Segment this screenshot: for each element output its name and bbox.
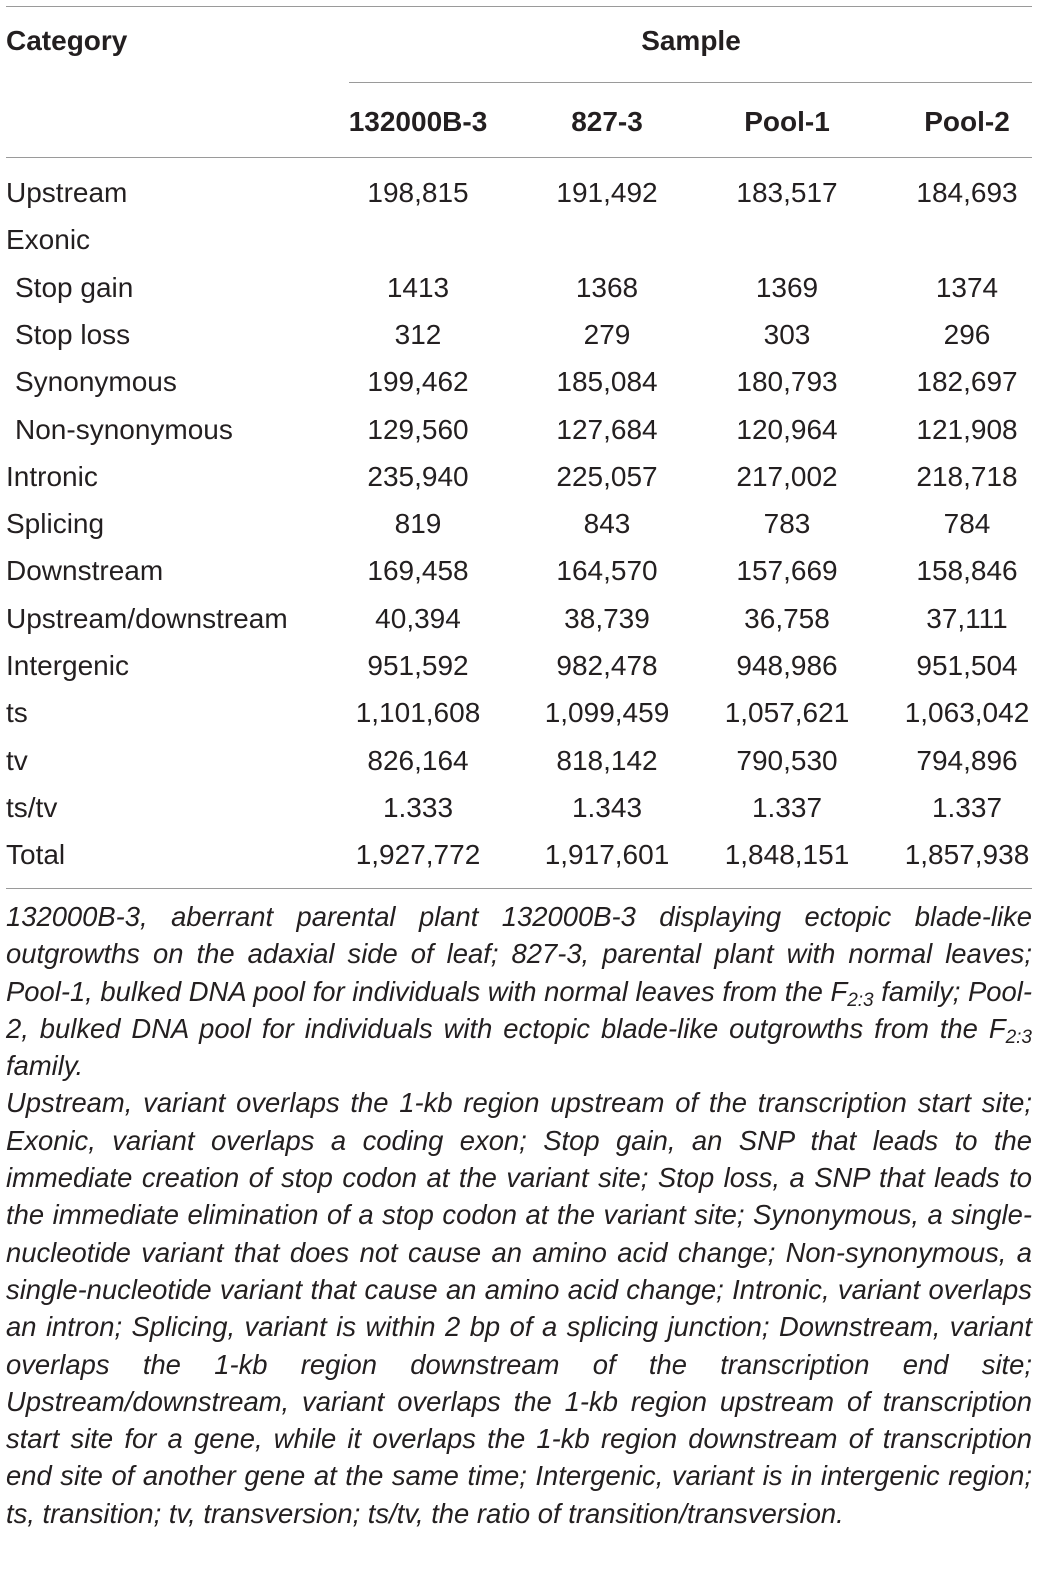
column-header-2: 827-3 <box>571 106 643 137</box>
table-cell: 235,940 <box>367 460 469 492</box>
table-cell: 164,570 <box>556 555 658 587</box>
table-cell: 40,394 <box>375 602 461 634</box>
table-cell: 1.333 <box>382 791 454 823</box>
row-label: Intronic <box>6 460 98 492</box>
column-header-3: Pool-1 <box>744 106 830 137</box>
row-label: Upstream/downstream <box>6 602 288 634</box>
table-cell: 312 <box>394 318 442 350</box>
table-cell: 783 <box>763 508 811 540</box>
bottom-rule <box>6 888 1032 889</box>
table-cell: 951,592 <box>367 650 469 681</box>
table-cell: 199,462 <box>367 366 469 398</box>
top-rule <box>6 6 1032 7</box>
row-label: Total <box>6 839 66 871</box>
row-label: ts <box>6 697 28 729</box>
table-cell: 1.343 <box>571 791 643 823</box>
table-cell: 1413 <box>386 271 450 303</box>
table-cell: 37,111 <box>926 602 1008 634</box>
column-header-4: Pool-2 <box>924 106 1010 137</box>
table-cell: 1,848,151 <box>724 839 850 871</box>
row-label: Synonymous <box>15 366 177 398</box>
sample-header: Sample <box>641 25 741 56</box>
table-cell: 1.337 <box>931 791 1003 823</box>
table-cell: 120,964 <box>736 413 838 445</box>
table-cell: 784 <box>943 508 991 540</box>
footnote-categories: Upstream, variant overlaps the 1-kb region upstream of the transcription start site; Exonic, variant overlaps a coding exon; Stop gain, an SNP that leads to the immediate creation of stop codon at the variant site; Stop loss, a SNP that leads to the immediate elimination of a stop codon at the variant site; Synonymous, a single-nucleotide variant that does not cause an amino acid change; Non-synonymous, a single-nucleotide variant that cause an amino acid change; Intronic, variant overlaps an intron; Splicing, variant is within 2 bp of a splicing junction; Downstream, variant overlaps the 1-kb region downstream of the transcription end site; Upstream/downstream, variant overlaps the 1-kb region upstream of transcription start site for a gene, while it overlaps the 1-kb region downstream of transcription end site of another gene at the same time; Intergenic, variant is in intergenic region; ts, transition; tv, transversion; ts/tv, the ratio of transition/transversion. <box>6 1087 1032 1529</box>
table-cell: 1,057,621 <box>724 697 850 729</box>
table-cell: 129,560 <box>367 413 469 445</box>
table-cell: 826,164 <box>367 744 469 776</box>
table-footnotes <box>6 898 1032 1532</box>
table-cell: 951,504 <box>916 650 1018 681</box>
sample-rule <box>349 82 1032 83</box>
table-cell: 1,927,772 <box>355 839 481 871</box>
table-cell: 169,458 <box>367 555 469 587</box>
table-cell: 843 <box>583 508 631 540</box>
table-cell: 948,986 <box>736 650 838 681</box>
row-label: Splicing <box>6 508 105 540</box>
category-header: Category <box>6 25 128 56</box>
row-label: Downstream <box>6 555 164 587</box>
table-cell: 225,057 <box>556 460 658 492</box>
row-label: Stop loss <box>15 318 131 350</box>
header-rule <box>6 157 1032 158</box>
row-label: Exonic <box>6 224 91 256</box>
row-label: Non-synonymous <box>15 413 233 445</box>
table-cell: 191,492 <box>556 177 658 208</box>
table-cell: 127,684 <box>556 413 658 445</box>
table-cell: 296 <box>943 318 991 350</box>
row-label: ts/tv <box>6 791 58 823</box>
table-cell: 158,846 <box>916 555 1018 587</box>
table-cell: 1374 <box>935 271 999 303</box>
table-cell: 198,815 <box>367 177 469 208</box>
table-cell: 217,002 <box>736 460 838 492</box>
table-cell: 790,530 <box>736 744 838 776</box>
row-label: Upstream <box>6 177 128 208</box>
table-cell: 794,896 <box>916 744 1018 776</box>
table-cell: 1,917,601 <box>544 839 670 871</box>
table-cell: 218,718 <box>916 460 1018 492</box>
table-cell: 279 <box>583 318 631 350</box>
table-cell: 1368 <box>575 271 639 303</box>
row-label: Intergenic <box>6 650 129 681</box>
table-cell: 183,517 <box>736 177 838 208</box>
table-cell: 184,693 <box>916 177 1018 208</box>
table-cell: 819 <box>394 508 442 540</box>
table-cell: 1,101,608 <box>355 697 481 729</box>
table-cell: 1369 <box>755 271 819 303</box>
table-cell: 303 <box>763 318 811 350</box>
row-label: Stop gain <box>15 271 134 303</box>
table-cell: 185,084 <box>556 366 658 398</box>
table-cell: 818,142 <box>556 744 658 776</box>
table-cell: 180,793 <box>736 366 838 398</box>
table-cell: 982,478 <box>556 650 658 681</box>
table-cell: 1.337 <box>751 791 823 823</box>
table-cell: 121,908 <box>916 413 1018 445</box>
table-cell: 38,739 <box>564 602 650 634</box>
table-cell: 1,857,938 <box>904 839 1030 871</box>
table-cell: 1,099,459 <box>544 697 670 729</box>
footnote-samples: 132000B-3, aberrant parental plant 132000B-3 displaying ectopic blade-like outgrowths on the adaxial side of leaf; 827-3, parental plant with normal leaves; Pool-1, bulked DNA pool for individuals with normal leaves from the $F_{2:3}$ family; Pool-2, bulked DNA pool for individuals with ectopic blade-like outgrowths from the $F_{2:3}$ family. <box>6 901 1032 1082</box>
table-cell: 1,063,042 <box>904 697 1030 729</box>
row-label: tv <box>6 744 28 776</box>
column-header-1: 132000B-3 <box>348 106 488 137</box>
table-cell: 36,758 <box>744 602 830 634</box>
table-cell: 157,669 <box>736 555 838 587</box>
table-cell: 182,697 <box>916 366 1018 398</box>
